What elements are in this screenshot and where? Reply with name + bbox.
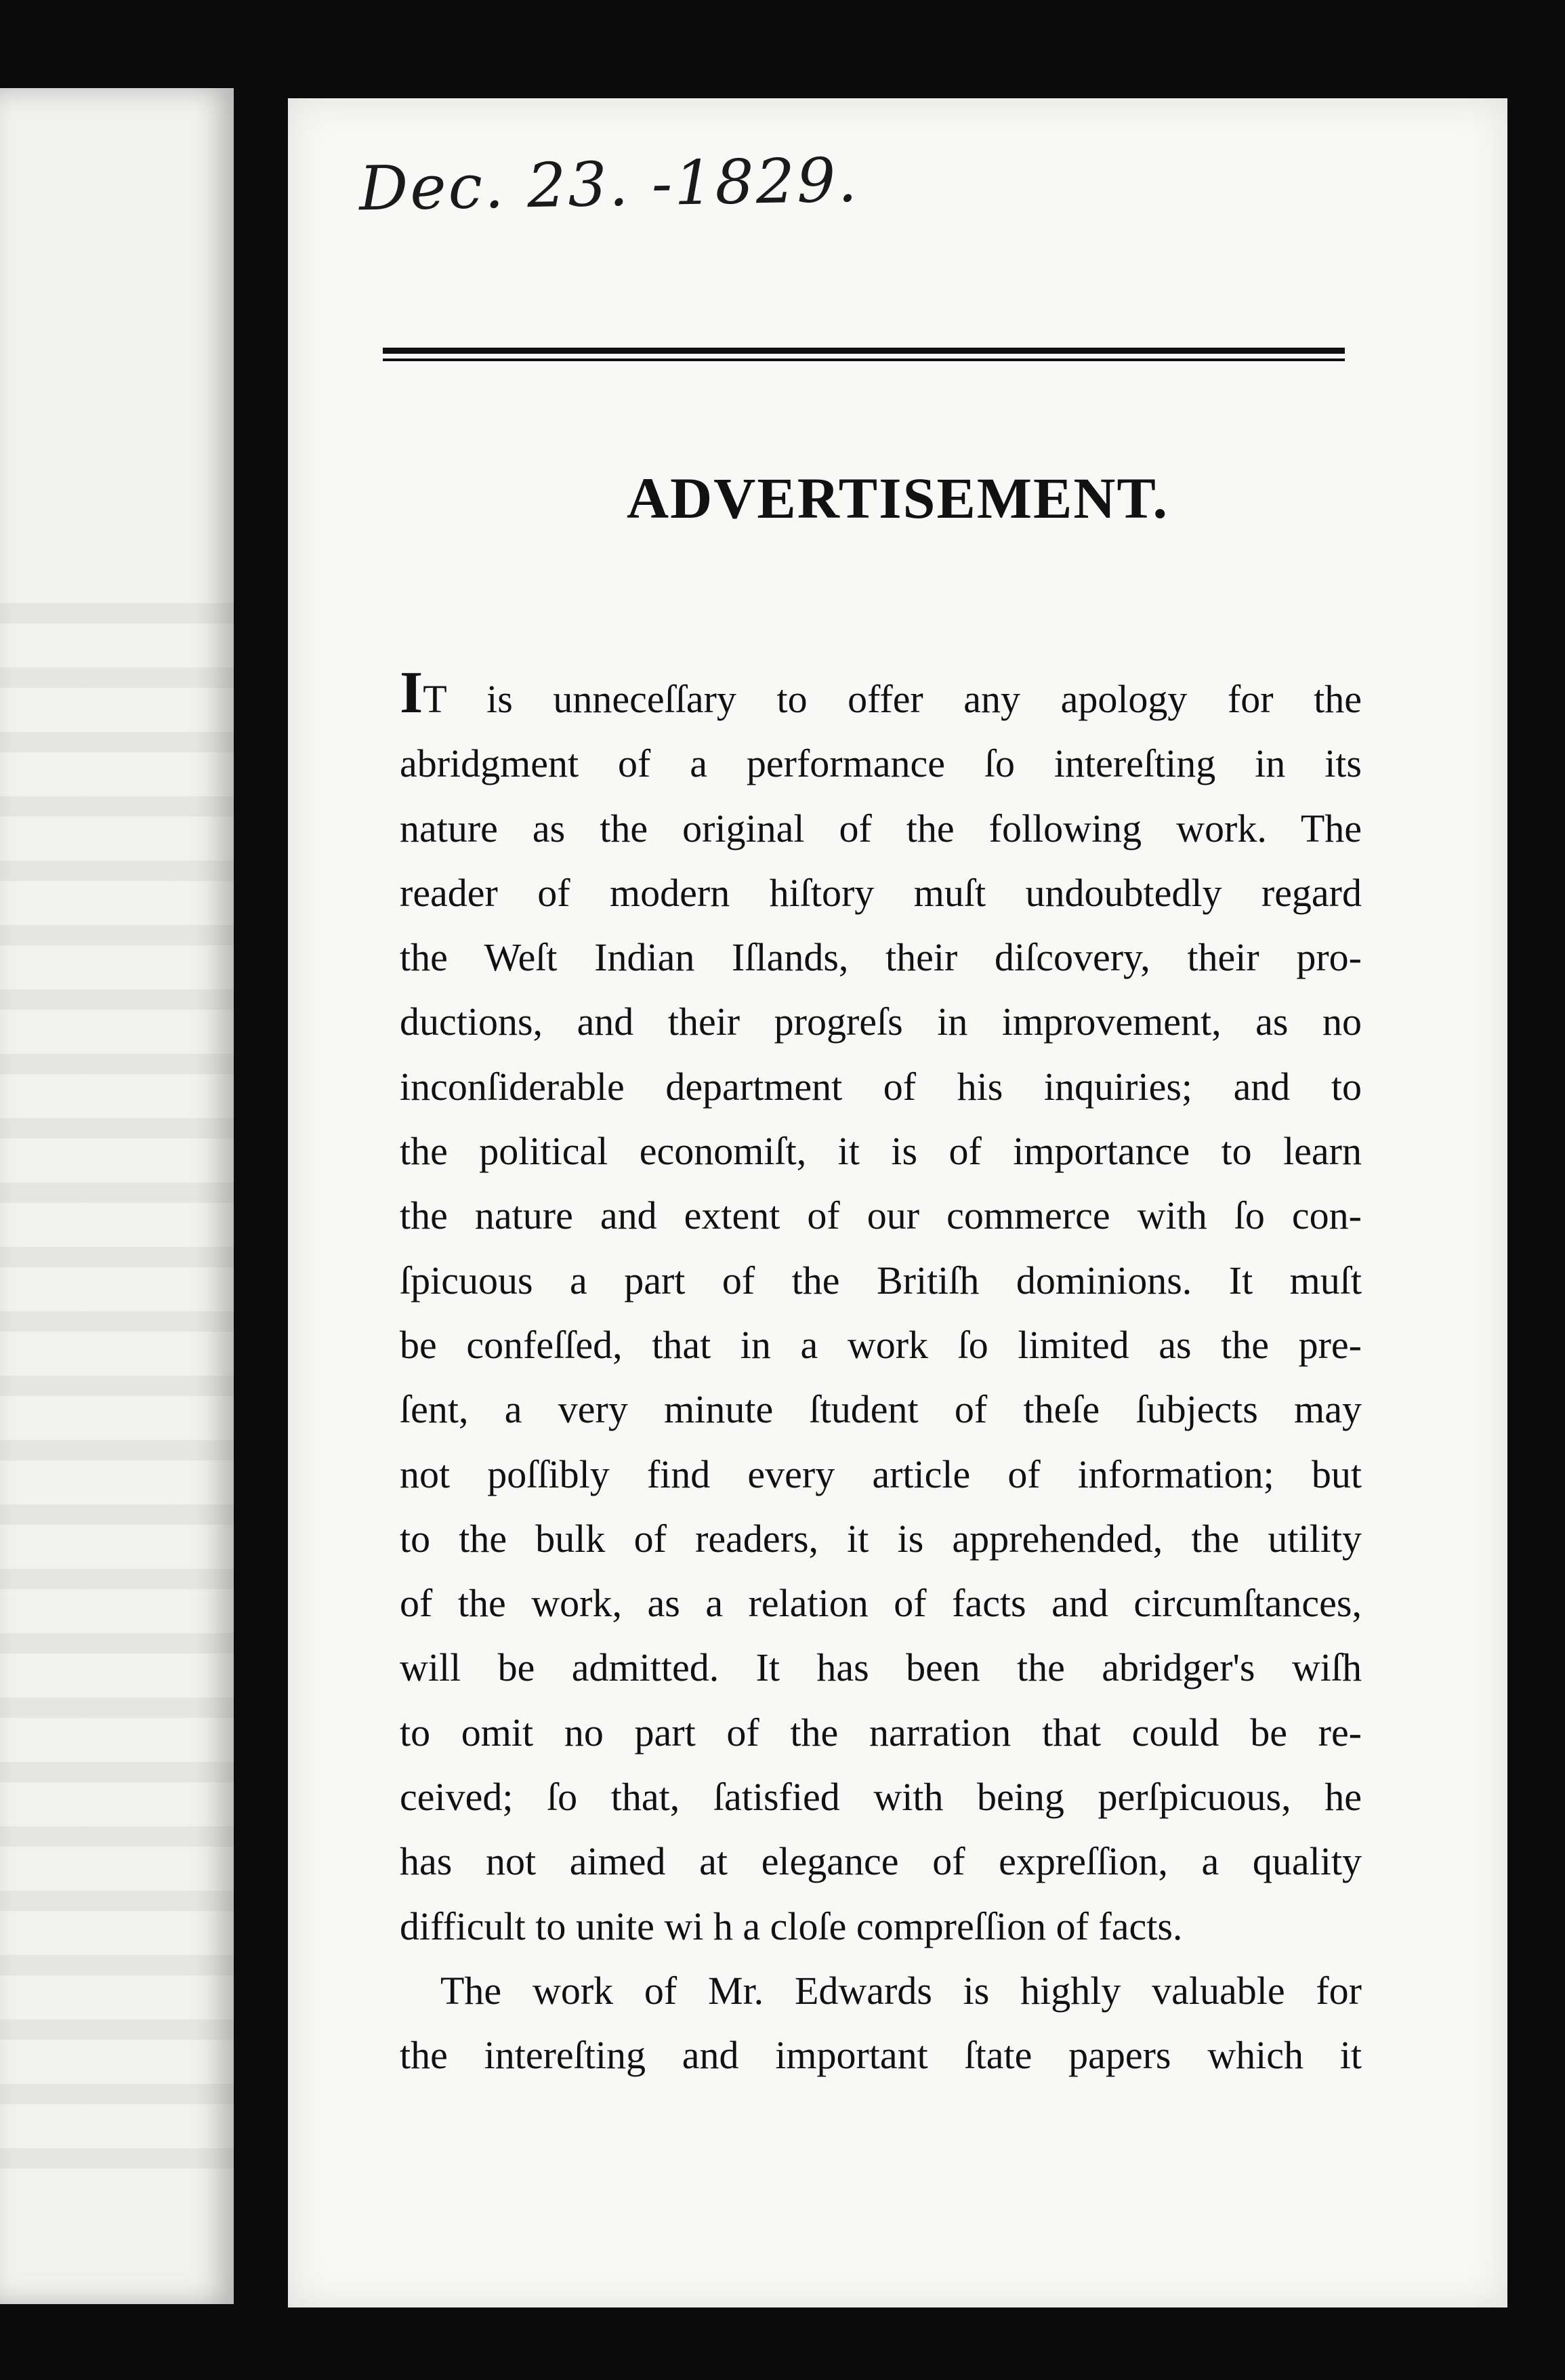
text-line: difficult to unite wi h a cloſe compreſſion of facts. bbox=[400, 1904, 1183, 1948]
left-page-ghost-text bbox=[0, 603, 234, 2169]
text-line-content: T is unneceſſary to offer any apology for the bbox=[423, 677, 1362, 721]
text-line: reader of modern hiſtory muſt undoubtedly regard bbox=[400, 870, 1362, 915]
handwritten-date-note: Dec. 23. -1829. bbox=[358, 144, 860, 225]
advertisement-body bbox=[400, 660, 1362, 2088]
text-line: be confeſſed, that in a work ſo limited as the pre- bbox=[400, 1322, 1362, 1367]
text-line: the Weſt Indian Iſlands, their diſcovery, their pro- bbox=[400, 935, 1362, 980]
text-line: has not aimed at elegance of expreſſion, a quality bbox=[400, 1839, 1362, 1884]
text-line: The work of Mr. Edwards is highly valuable for bbox=[440, 1968, 1362, 2013]
text-line: ceived; ſo that, ſatisfied with being perſpicuous, he bbox=[400, 1775, 1362, 1820]
text-line: ductions, and their progreſs in improvement, as no bbox=[400, 1000, 1362, 1044]
text-line: the political economiſt, it is of importance to learn bbox=[400, 1129, 1362, 1174]
left-page-edge bbox=[0, 88, 234, 2304]
text-line: will be admitted. It has been the abridger's wiſh bbox=[400, 1645, 1362, 1690]
text-line: inconſiderable department of his inquiries; and to bbox=[400, 1064, 1362, 1109]
text-line bbox=[400, 660, 1362, 731]
heading-rule-thin bbox=[383, 358, 1345, 361]
text-line: not poſſibly find every article of information; but bbox=[400, 1452, 1362, 1496]
drop-cap: I bbox=[400, 660, 423, 726]
text-line: the intereſting and important ſtate papers which it bbox=[400, 2033, 1362, 2078]
text-line: nature as the original of the following work. The bbox=[400, 806, 1362, 850]
text-line: ſpicuous a part of the Britiſh dominions. It muſt bbox=[400, 1258, 1362, 1302]
text-line: of the work, as a relation of facts and circumſtances, bbox=[400, 1581, 1362, 1626]
document-page bbox=[288, 98, 1507, 2307]
text-line: to the bulk of readers, it is apprehended, the utility bbox=[400, 1516, 1362, 1561]
text-line: abridgment of a performance ſo intereſting in its bbox=[400, 741, 1362, 786]
page-title: ADVERTISEMENT. bbox=[627, 466, 1169, 531]
heading-rule-thick bbox=[383, 348, 1345, 354]
text-line: the nature and extent of our commerce with ſo con- bbox=[400, 1193, 1362, 1238]
text-line: to omit no part of the narration that could be re- bbox=[400, 1710, 1362, 1755]
text-line: ſent, a very minute ſtudent of theſe ſubjects may bbox=[400, 1387, 1362, 1432]
